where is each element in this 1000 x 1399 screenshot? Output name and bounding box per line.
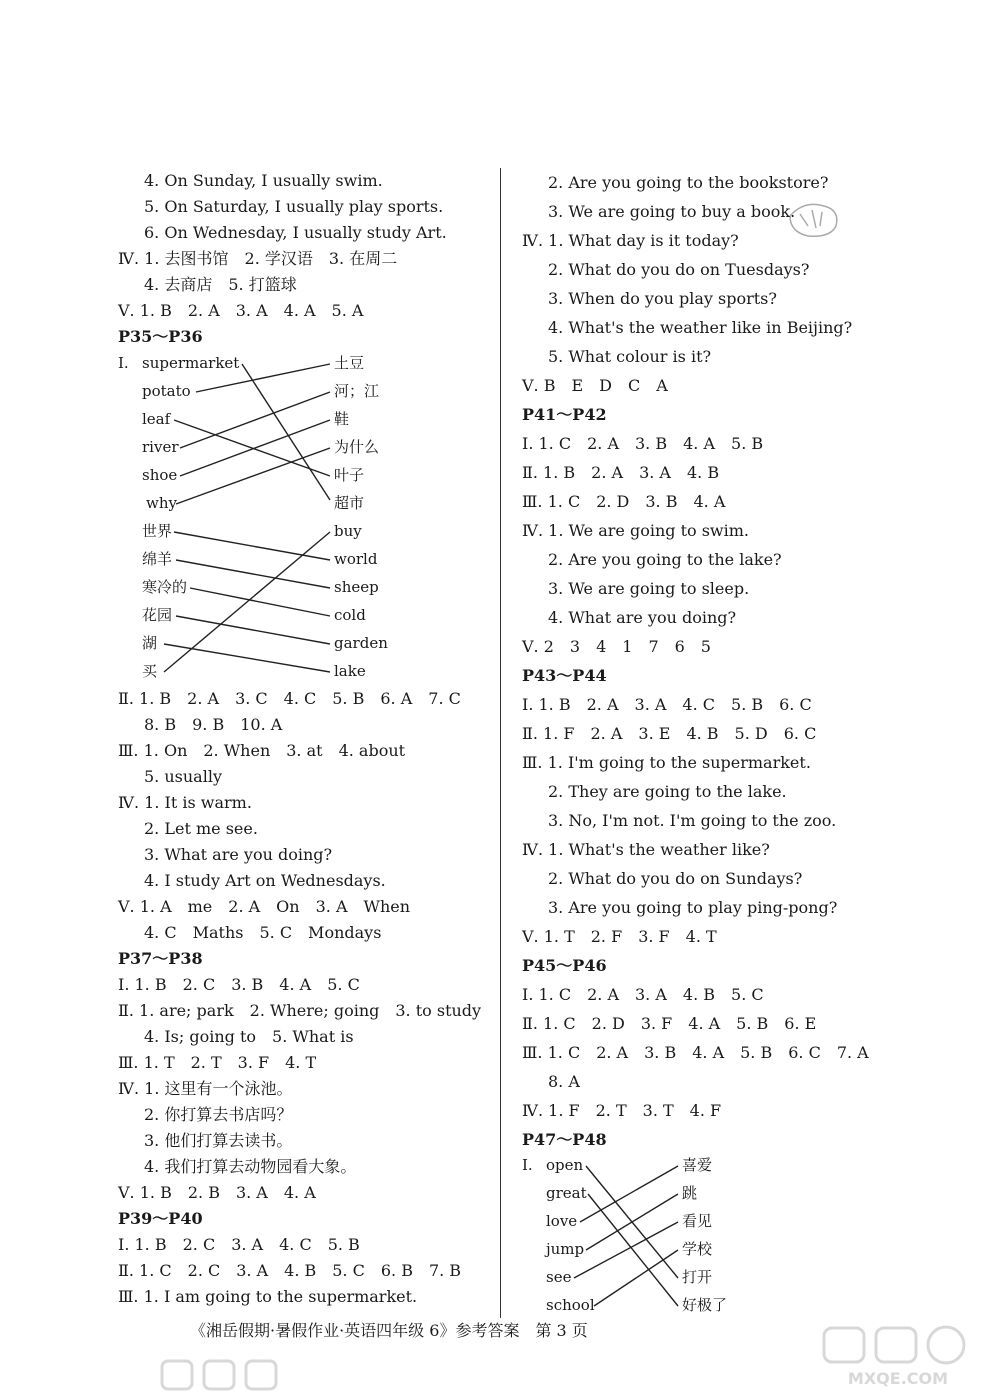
- match-left-item: school: [546, 1296, 595, 1314]
- answer-line: Ⅱ. 1. C 2. C 3. A 4. B 5. C 6. B 7. B: [118, 1261, 462, 1280]
- watermark-logo: [818, 1322, 978, 1392]
- answer-line: 3. When do you play sports?: [548, 289, 777, 308]
- match-right-item: sheep: [334, 578, 379, 596]
- svg-text:MXQE.COM: MXQE.COM: [847, 1369, 949, 1388]
- answer-line: 2. Let me see.: [144, 819, 258, 838]
- match-right-item: 跳: [682, 1184, 698, 1202]
- answer-line: Ⅲ. 1. On 2. When 3. at 4. about: [118, 741, 406, 760]
- answer-line: 4. What are you doing?: [548, 608, 737, 627]
- answer-line: Ⅱ. 1. F 2. A 3. E 4. B 5. D 6. C: [522, 724, 817, 743]
- answer-line: 3. What are you doing?: [144, 845, 333, 864]
- answer-line: 5. On Saturday, I usually play sports.: [144, 197, 444, 216]
- match-left-item: 绵羊: [142, 550, 173, 568]
- answer-line: 4. 我们打算去动物园看大象。: [144, 1157, 357, 1176]
- answer-line: Ⅲ. 1. T 2. T 3. F 4. T: [118, 1053, 317, 1072]
- answer-line: 4. 去商店 5. 打篮球: [144, 275, 297, 294]
- match-right-item: 打开: [682, 1268, 713, 1286]
- answer-line: 2. 你打算去书店吗？: [144, 1105, 293, 1124]
- answer-line: Ⅱ. 1. are; park 2. Where; going 3. to study: [118, 1001, 482, 1020]
- match-line: [190, 588, 330, 616]
- answer-line: Ⅴ. B E D C A: [522, 376, 668, 395]
- watermark-stamp-icon: [784, 196, 844, 242]
- match-right-item: cold: [334, 606, 366, 624]
- match-line: [176, 616, 330, 644]
- match-line: [196, 364, 330, 392]
- answer-line: 3. 他们打算去读书。: [144, 1131, 293, 1150]
- answer-line: 4. On Sunday, I usually swim.: [144, 171, 383, 190]
- match-right-item: lake: [334, 662, 366, 680]
- match-line: [580, 1166, 678, 1222]
- match-left-item: 花园: [142, 606, 173, 624]
- match-left-item: love: [546, 1212, 578, 1230]
- matching-exercise-p47: [522, 1154, 892, 1328]
- match-left-item: shoe: [142, 466, 178, 484]
- section-header-p47: P47～P48: [522, 1130, 607, 1149]
- answer-line: Ⅱ. 1. B 2. A 3. C 4. C 5. B 6. A 7. C: [118, 689, 461, 708]
- section-label: Ⅰ.: [522, 1156, 533, 1174]
- match-left-item: why: [146, 494, 177, 512]
- match-left-item: 寒冷的: [142, 578, 188, 596]
- section-header-p35: P35～P36: [118, 327, 203, 346]
- answer-line: Ⅳ. 1. 这里有一个泳池。: [118, 1079, 293, 1098]
- match-line: [164, 532, 330, 672]
- answer-line: 4. Is; going to 5. What is: [144, 1027, 354, 1046]
- match-line: [164, 644, 330, 672]
- match-line: [180, 392, 330, 448]
- answer-line: Ⅳ. 1. What day is it today?: [522, 231, 739, 250]
- match-right-item: world: [334, 550, 378, 568]
- answer-line: Ⅴ. 1. A me 2. A On 3. A When: [118, 897, 411, 916]
- answer-line: Ⅲ. 1. C 2. A 3. B 4. A 5. B 6. C 7. A: [522, 1043, 869, 1062]
- answer-line: Ⅴ. 1. B 2. A 3. A 4. A 5. A: [118, 301, 364, 320]
- answer-line: 8. A: [548, 1072, 580, 1091]
- section-header-p43: P43～P44: [522, 666, 607, 685]
- answer-line: Ⅴ. 1. B 2. B 3. A 4. A: [118, 1183, 316, 1202]
- match-right-item: 为什么: [334, 438, 380, 456]
- answer-line: Ⅰ. 1. B 2. C 3. B 4. A 5. C: [118, 975, 360, 994]
- match-right-item: 学校: [682, 1240, 713, 1258]
- answer-line: Ⅳ. 1. We are going to swim.: [522, 521, 749, 540]
- answer-line: Ⅲ. 1. C 2. D 3. B 4. A: [522, 492, 726, 511]
- answer-line: 2. They are going to the lake.: [548, 782, 787, 801]
- match-left-item: open: [546, 1156, 584, 1174]
- match-right-item: 叶子: [334, 466, 365, 484]
- match-left-item: supermarket: [142, 354, 240, 372]
- answer-line: 5. What colour is it?: [548, 347, 712, 366]
- match-line: [174, 532, 330, 560]
- section-header-p39: P39～P40: [118, 1209, 203, 1228]
- matching-lines: [118, 350, 488, 686]
- section-label: Ⅰ.: [118, 354, 129, 372]
- match-right-item: 河；江: [334, 382, 380, 400]
- match-right-item: buy: [334, 522, 362, 540]
- match-left-item: 世界: [142, 522, 173, 540]
- answer-line: Ⅲ. 1. I am going to the supermarket.: [118, 1287, 418, 1306]
- answer-line: Ⅰ. 1. C 2. A 3. B 4. A 5. B: [522, 434, 764, 453]
- match-right-item: 看见: [682, 1212, 713, 1230]
- page-footer: 《湘岳假期·暑假作业·英语四年级 6》参考答案 第 3 页: [190, 1321, 588, 1340]
- match-right-item: garden: [334, 634, 388, 652]
- answer-line: 2. What do you do on Tuesdays?: [548, 260, 810, 279]
- match-left-item: jump: [546, 1240, 585, 1258]
- answer-line: 6. On Wednesday, I usually study Art.: [144, 223, 447, 242]
- left-column: [118, 168, 488, 1310]
- matching-lines: [522, 1154, 892, 1328]
- answer-line: Ⅳ. 1. It is warm.: [118, 793, 252, 812]
- answer-line: Ⅰ. 1. B 2. A 3. A 4. C 5. B 6. C: [522, 695, 812, 714]
- answer-line: Ⅱ. 1. B 2. A 3. A 4. B: [522, 463, 720, 482]
- right-column: [522, 168, 892, 1328]
- match-line: [176, 560, 330, 588]
- match-right-item: 鞋: [334, 410, 350, 428]
- column-divider: [500, 168, 501, 1318]
- answer-line: 4. I study Art on Wednesdays.: [144, 871, 386, 890]
- answer-line: Ⅲ. 1. I'm going to the supermarket.: [522, 753, 811, 772]
- match-left-item: river: [142, 438, 179, 456]
- match-right-item: 土豆: [334, 354, 365, 372]
- answer-line: Ⅰ. 1. B 2. C 3. A 4. C 5. B: [118, 1235, 360, 1254]
- answer-line: 2. What do you do on Sundays?: [548, 869, 803, 888]
- match-left-item: 湖: [142, 634, 158, 652]
- answer-line: 2. Are you going to the bookstore?: [548, 173, 829, 192]
- answer-line: 4. What's the weather like in Beijing?: [548, 318, 853, 337]
- section-header-p37: P37～P38: [118, 949, 203, 968]
- answer-line: Ⅳ. 1. What's the weather like?: [522, 840, 770, 859]
- match-left-item: leaf: [142, 410, 171, 428]
- answer-line: 3. We are going to buy a book.: [548, 202, 796, 221]
- answer-line: 3. We are going to sleep.: [548, 579, 750, 598]
- match-left-item: see: [546, 1268, 572, 1286]
- match-line: [176, 448, 330, 504]
- answer-line: Ⅴ. 2 3 4 1 7 6 5: [522, 637, 711, 656]
- answer-line: 4. C Maths 5. C Mondays: [144, 923, 382, 942]
- match-line: [586, 1194, 678, 1250]
- match-line: [588, 1194, 678, 1306]
- match-line: [594, 1250, 678, 1306]
- answer-line: 3. No, I'm not. I'm going to the zoo.: [548, 811, 837, 830]
- match-left-item: 买: [142, 662, 158, 680]
- match-line: [574, 1222, 678, 1278]
- answer-line: 3. Are you going to play ping-pong?: [548, 898, 838, 917]
- answer-line: Ⅳ. 1. 去图书馆 2. 学汉语 3. 在周二: [118, 249, 398, 268]
- answer-line: Ⅰ. 1. C 2. A 3. A 4. B 5. C: [522, 985, 764, 1004]
- answer-line: 8. B 9. B 10. A: [144, 715, 283, 734]
- answer-line: Ⅱ. 1. C 2. D 3. F 4. A 5. B 6. E: [522, 1014, 817, 1033]
- section-header-p45: P45～P46: [522, 956, 607, 975]
- watermark-logo: [158, 1355, 288, 1395]
- match-left-item: great: [546, 1184, 587, 1202]
- match-right-item: 超市: [334, 494, 365, 512]
- match-right-item: 喜爱: [682, 1156, 713, 1174]
- answer-line: 5. usually: [144, 767, 222, 786]
- answer-line: Ⅳ. 1. F 2. T 3. T 4. F: [522, 1101, 722, 1120]
- match-left-item: potato: [142, 382, 191, 400]
- match-right-item: 好极了: [682, 1296, 728, 1314]
- answer-line: 2. Are you going to the lake?: [548, 550, 782, 569]
- answer-line: Ⅴ. 1. T 2. F 3. F 4. T: [522, 927, 717, 946]
- matching-exercise-p35: [118, 350, 488, 686]
- section-header-p41: P41～P42: [522, 405, 607, 424]
- match-line: [242, 364, 330, 500]
